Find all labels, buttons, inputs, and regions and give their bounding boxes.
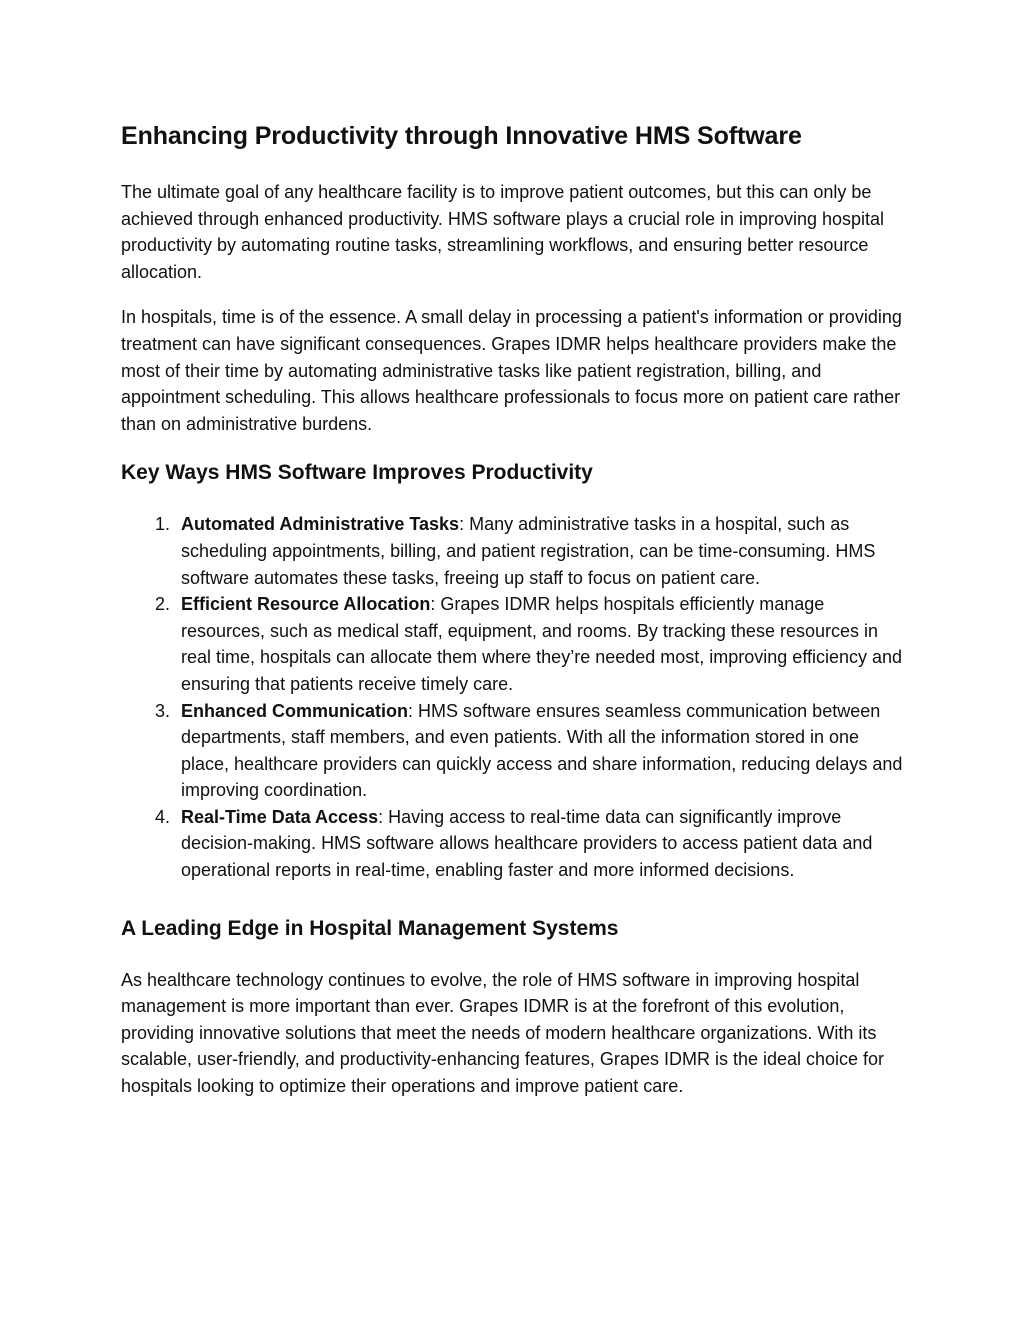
list-item-text: : Many administrative tasks in a hospital, such as scheduling appointments, billing, and patient registration, can be time-consuming. HMS software automates these tasks, freeing up staff to focus on patient care. <box>181 514 876 588</box>
list-item-term: Real-Time Data Access <box>181 806 379 827</box>
list-item-number: 3. <box>154 700 170 721</box>
list-item <box>121 591 906 697</box>
leading-edge-paragraph: As healthcare technology continues to evolve, the role of HMS software in improving hospital management is more important than ever. Grapes IDMR is at the forefront of this evolution, providing innovative solutions that meet the needs of modern healthcare organizations. With its scalable, user-friendly, and productivity-enhancing features, Grapes IDMR is the ideal choice for hospitals looking to optimize their operations and improve patient care. <box>121 969 885 1097</box>
list-item-number: 4. <box>154 806 170 827</box>
section-heading-leading-edge: A Leading Edge in Hospital Management Systems <box>121 916 619 940</box>
list-item-text: : Grapes IDMR helps hospitals efficiently manage resources, such as medical staff, equipment, and rooms. By tracking these resources in real time, hospitals can allocate them where they’re needed most, improving efficiency and ensuring that patients receive timely care. <box>181 594 903 694</box>
list-item-text: : HMS software ensures seamless communication between departments, staff members, and even patients. With all the information stored in one place, healthcare providers can quickly access and share information, reducing delays and improving coordination. <box>181 700 903 801</box>
intro-paragraph-1: The ultimate goal of any healthcare facility is to improve patient outcomes, but this can only be achieved through enhanced productivity. HMS software plays a crucial role in improving hospital productivity by automating routine tasks, streamlining workflows, and ensuring better resource allocation. <box>121 182 885 282</box>
key-ways-list <box>121 511 906 883</box>
intro-paragraph-2: In hospitals, time is of the essence. A small delay in processing a patient's information or providing treatment can have significant consequences. Grapes IDMR helps healthcare providers make the most of their time by automating administrative tasks like patient registration, billing, and appointment scheduling. This allows healthcare professionals to focus more on patient care rather than on administrative burdens. <box>121 307 902 434</box>
list-item <box>121 698 906 804</box>
list-item-term: Automated Administrative Tasks <box>181 514 460 535</box>
document-page <box>121 118 906 1119</box>
section-heading-key-ways: Key Ways HMS Software Improves Productivity <box>121 461 593 485</box>
page-title: Enhancing Productivity through Innovative HMS Software <box>121 122 802 150</box>
list-item-term: Enhanced Communication <box>181 700 409 721</box>
list-item <box>121 804 906 884</box>
list-item <box>121 511 906 591</box>
list-item-text: : Having access to real-time data can significantly improve decision-making. HMS software allows healthcare providers to access patient data and operational reports in real-time, enabling faster and more informed decisions. <box>181 806 873 881</box>
list-item-number: 2. <box>154 594 170 615</box>
list-item-term: Efficient Resource Allocation <box>181 594 431 615</box>
list-item-number: 1. <box>154 514 170 535</box>
